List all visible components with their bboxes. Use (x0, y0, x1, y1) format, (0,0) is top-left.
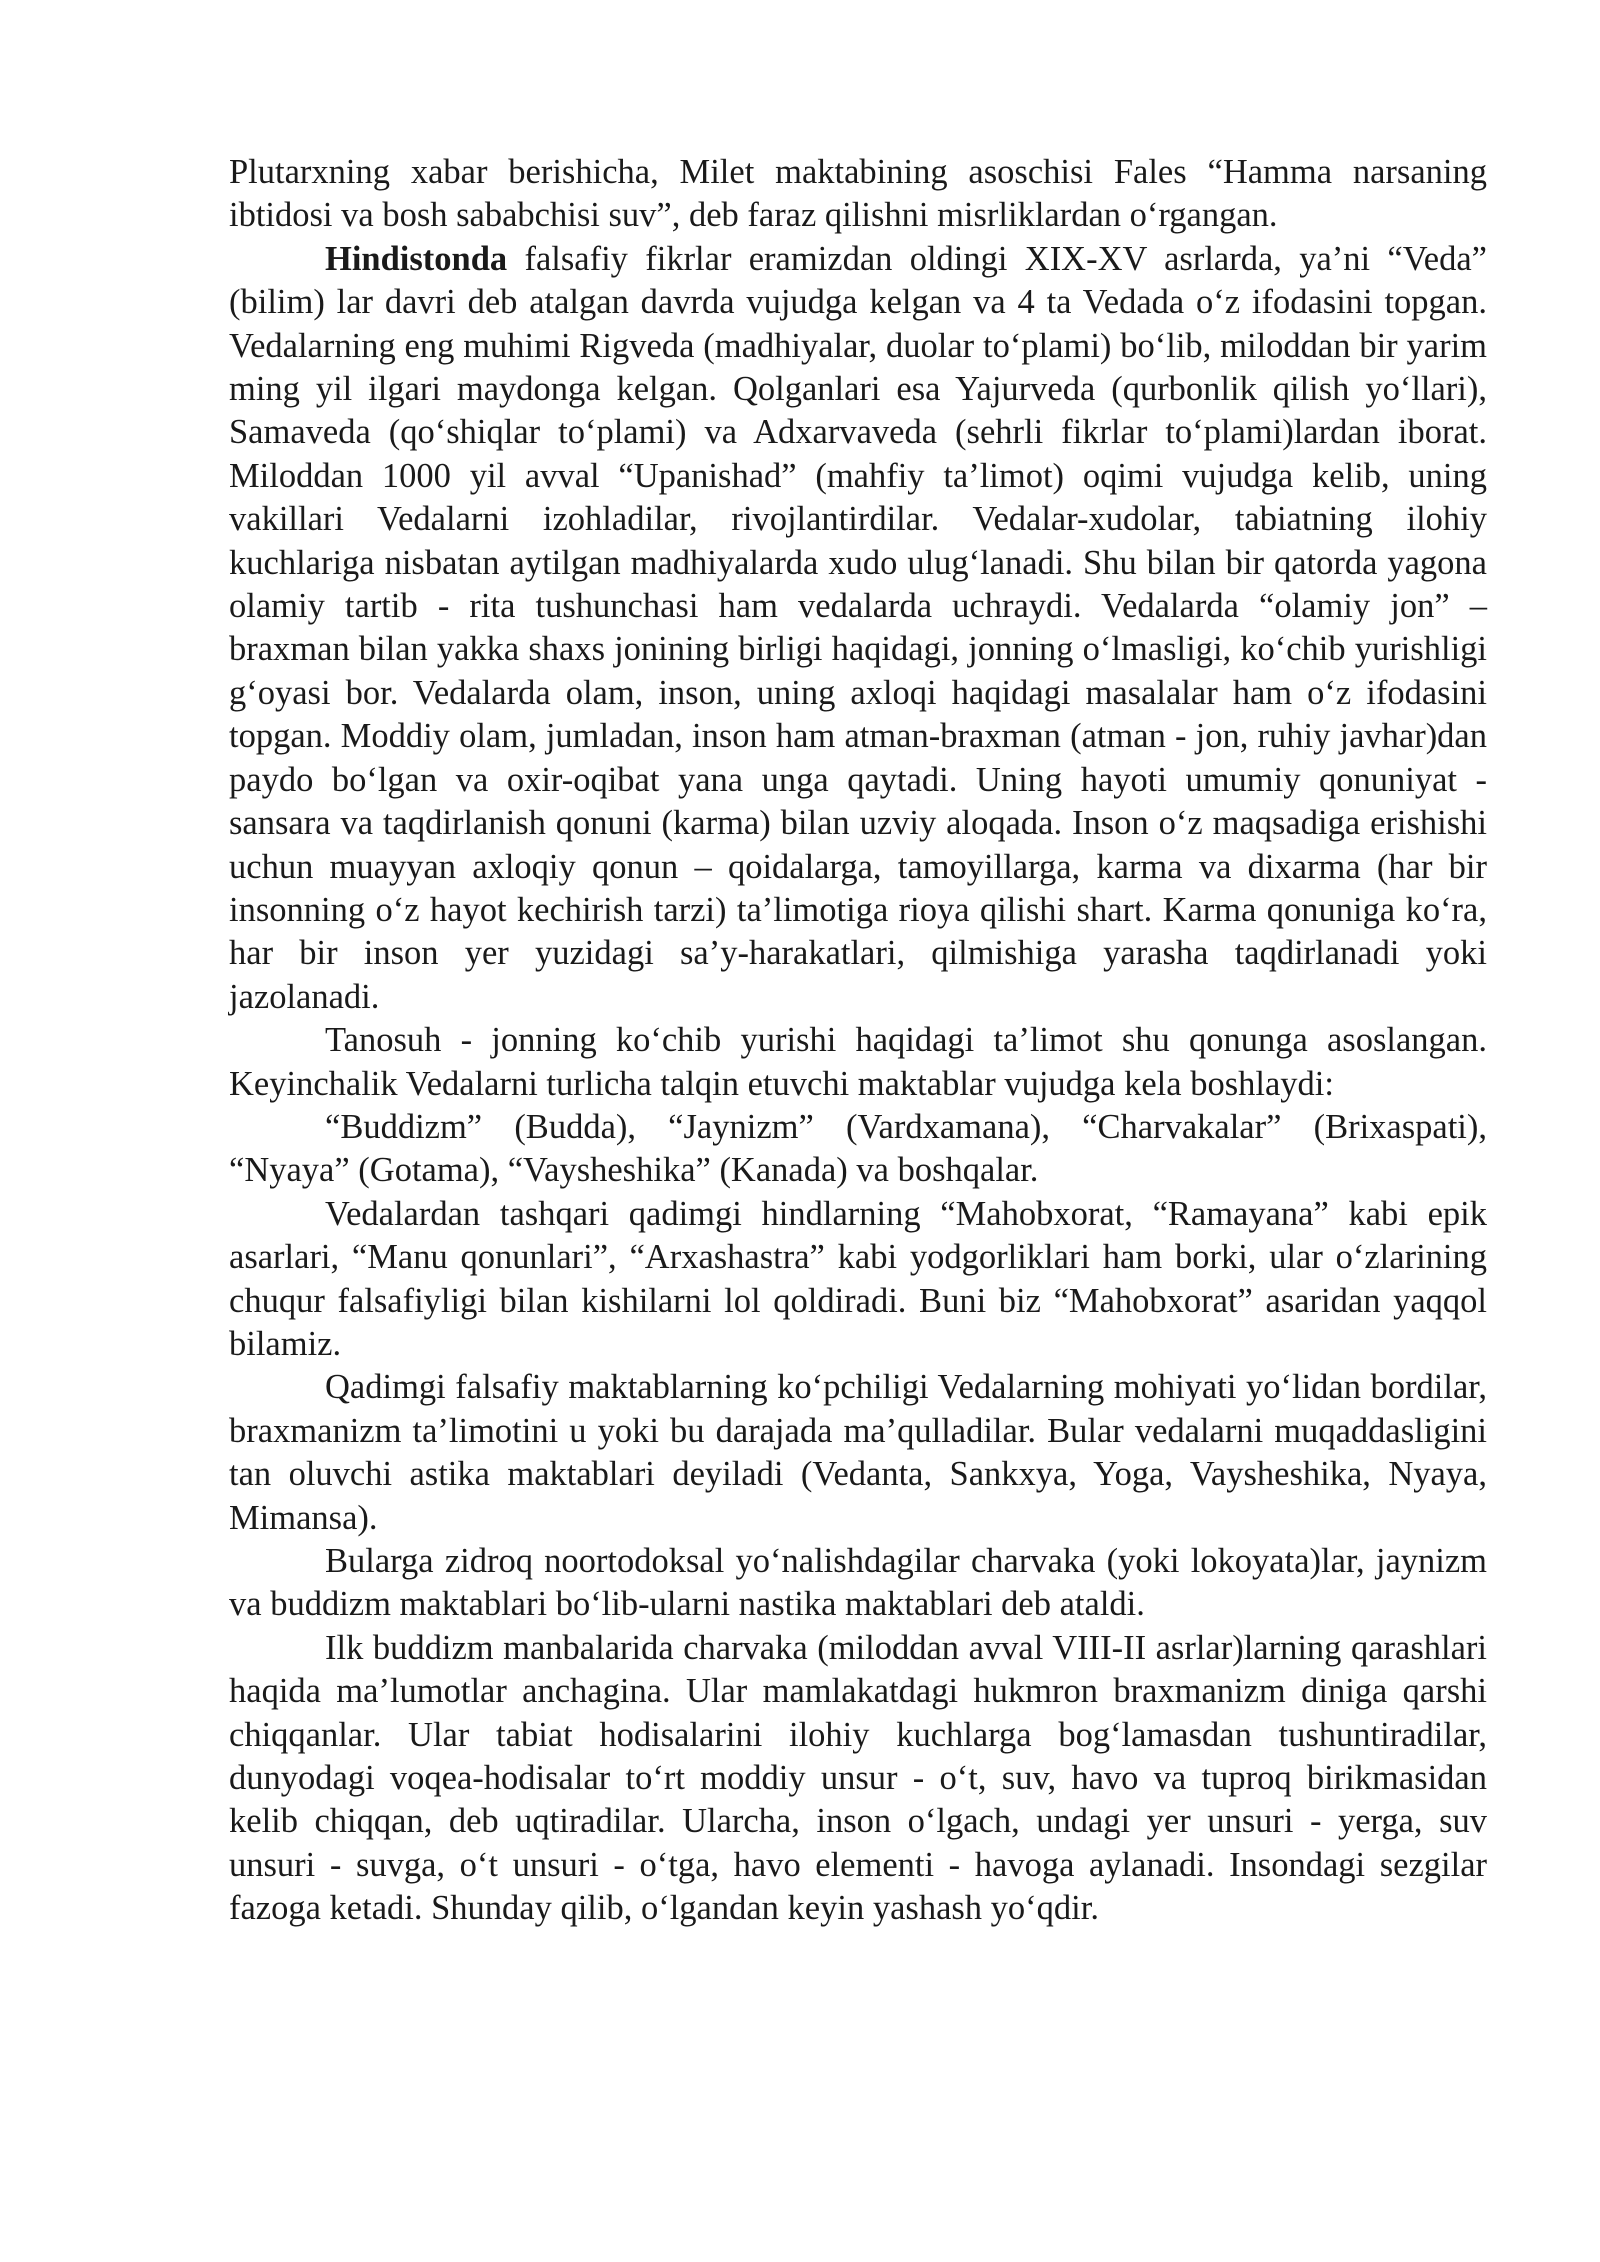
paragraph-text: Qadimgi falsafiy maktablarning ko‘pchiligi Vedalarning mohiyati yo‘lidan bordilar, braxmanizm ta’limotini u yoki bu darajada ma’qulladilar. Bular vedalarni muqaddasligini tan oluvchi astika maktablari deyiladi (Vedanta, Sankxya, Yoga, Vaysheshika, Nyaya, Mimansa). (229, 1368, 1487, 1537)
paragraph-fales (229, 151, 1487, 238)
paragraph-astika (229, 1366, 1487, 1540)
document-page (229, 151, 1487, 1931)
bold-lead-word: Hindistonda (325, 239, 508, 278)
paragraph-hindistonda (229, 238, 1487, 1019)
paragraph-schools-list (229, 1106, 1487, 1193)
paragraph-text: Vedalardan tashqari qadimgi hindlarning “Mahobxorat, “Ramayana” kabi epik asarlari, “Manu qonunlari”, “Arxashastra” kabi yodgorliklari ham borki, ular o‘zlarining chuqur falsafiyligi bilan kishilarni lol qoldiradi. Buni biz “Mahobxorat” asaridan yaqqol bilamiz. (229, 1194, 1487, 1363)
paragraph-charvaka (229, 1627, 1487, 1931)
paragraph-epics (229, 1193, 1487, 1367)
paragraph-text: falsafiy fikrlar eramizdan oldingi XIX-XV asrlarda, ya’ni “Veda” (bilim) lar davri deb atalgan davrda vujudga kelgan va 4 ta Vedada o‘z ifodasini topgan. Vedalarning eng muhimi Rigveda (madhiyalar, duolar to‘plami) bo‘lib, miloddan bir yarim ming yil ilgari maydonga kelgan. Qolganlari esa Yajurveda (qurbonlik qilish yo‘llari), Samaveda (qo‘shiqlar to‘plami) va Adxarvaveda (sehrli fikrlar to‘plami)lardan iborat. Miloddan 1000 yil avval “Upanishad” (mahfiy ta’limot) oqimi vujudga kelib, uning vakillari Vedalarni izohladilar, rivojlantirdilar. Vedalar-xudolar, tabiatning ilohiy kuchlariga nisbatan aytilgan madhiyalarda xudo ulug‘lanadi. Shu bilan bir qatorda yagona olamiy tartib - rita tushunchasi ham vedalarda uchraydi. Vedalarda “olamiy jon” – braxman bilan yakka shaxs jonining birligi haqidagi, jonning o‘lmasligi, ko‘chib yurishligi g‘oyasi bor. Vedalarda olam, inson, uning axloqi haqidagi masalalar ham o‘z ifodasini topgan. Moddiy olam, jumladan, inson ham atman-braxman (atman - jon, ruhiy javhar)dan paydo bo‘lgan va oxir-oqibat yana unga qaytadi. Uning hayoti umumiy qonuniyat - sansara va taqdirlanish qonuni (karma) bilan uzviy aloqada. Inson o‘z maqsadiga erishishi uchun muayyan axloqiy qonun – qoidalarga, tamoyillarga, karma va dixarma (har bir insonning o‘z hayot kechirish tarzi) ta’limotiga rioya qilishi shart. Karma qonuniga ko‘ra, har bir inson yer yuzidagi sa’y-harakatlari, qilmishiga yarasha taqdirlanadi yoki jazolanadi. (229, 239, 1487, 1016)
paragraph-text: Ilk buddizm manbalarida charvaka (miloddan avval VIII-II asrlar)larning qarashlari haqida ma’lumotlar anchagina. Ular mamlakatdagi hukmron braxmanizm diniga qarshi chiqqanlar. Ular tabiat hodisalarini ilohiy kuchlarga bog‘lamasdan tushuntiradilar, dunyodagi voqea-hodisalar to‘rt moddiy unsur - o‘t, suv, havo va tuproq birikmasidan kelib chiqqan, deb uqtiradilar. Ularcha, inson o‘lgach, undagi yer unsuri - yerga, suv unsuri - suvga, o‘t unsuri - o‘tga, havo elementi - havoga aylanadi. Insondagi sezgilar fazoga ketadi. Shunday qilib, o‘lgandan keyin yashash yo‘qdir. (229, 1628, 1487, 1928)
paragraph-nastika (229, 1540, 1487, 1627)
paragraph-text: Bularga zidroq noortodoksal yo‘nalishdagilar charvaka (yoki lokoyata)lar, jaynizm va buddizm maktablari bo‘lib-ularni nastika maktablari deb ataldi. (229, 1542, 1487, 1624)
paragraph-text: “Buddizm” (Budda), “Jaynizm” (Vardxamana), “Charvakalar” (Brixaspati), “Nyaya” (Gotama), “Vaysheshika” (Kanada) va boshqalar. (229, 1107, 1487, 1190)
paragraph-text: Tanosuh - jonning ko‘chib yurishi haqidagi ta’limot shu qonunga asoslangan. Keyinchalik Vedalarni turlicha talqin etuvchi maktablar vujudga kela boshlaydi: (229, 1021, 1487, 1103)
paragraph-text: Plutarxning xabar berishicha, Milet maktabining asoschisi Fales “Hamma narsaning ibtidosi va bosh sababchisi suv”, deb faraz qilishni misrliklardan o‘rgangan. (229, 153, 1487, 235)
paragraph-tanosuh (229, 1019, 1487, 1106)
